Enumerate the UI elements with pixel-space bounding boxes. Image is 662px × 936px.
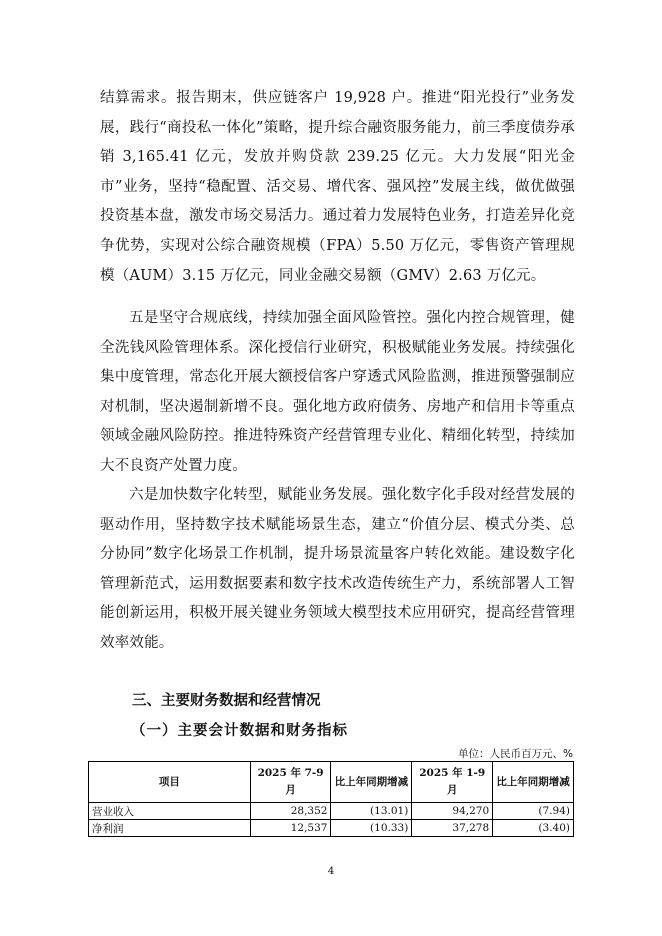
header-q3-change: 比上年同期增减 <box>331 762 412 803</box>
header-item: 项目 <box>89 762 251 803</box>
row-label: 营业收入 <box>89 803 251 820</box>
table-header-row <box>89 762 574 803</box>
section-title: 三、主要财务数据和经营情况 <box>132 693 321 709</box>
financial-data-table <box>88 761 574 837</box>
cell-value: (10.33) <box>331 820 412 837</box>
cell-value: (3.40) <box>493 820 574 837</box>
cell-value: (7.94) <box>493 803 574 820</box>
header-ytd-change: 比上年同期增减 <box>493 762 574 803</box>
unit-note: 单位：人民币百万元、% <box>458 748 573 760</box>
cell-value: 12,537 <box>250 820 331 837</box>
header-ytd-2025: 2025 年 1-9 月 <box>412 762 493 803</box>
paragraph-supply-chain: 结算需求。报告期末，供应链客户 19,928 户。推进“阳光投行”业务发展，践行“商投私一体化”策略，提升综合融资服务能力，前三季度债券承销 3,165.41 亿元，发放并购贷款 239.25 亿元。大力发展“阳光金市”业务，坚持“稳配置、活交易、增代客、强风控”发展主线，做优做强投资基本盘，激发市场交易活力。通过着力发展特色业务，打造差异化竞争优势，实现对公综合融资规模（FPA）5.50 万亿元，零售资产管理规模（AUM）3.15 万亿元，同业金融交易额（GMV）2.63 万亿元。 <box>100 90 575 284</box>
header-q3-2025: 2025 年 7-9 月 <box>250 762 331 803</box>
cell-value: 37,278 <box>412 820 493 837</box>
cell-value: 28,352 <box>250 803 331 820</box>
page-number: 4 <box>327 866 335 877</box>
table-row <box>89 820 574 837</box>
paragraph-digital-transformation: 六是加快数字化转型，赋能业务发展。强化数字化手段对经营发展的驱动作用，坚持数字技术赋能场景生态，建立“价值分层、模式分类、总分协同”数字化场景工作机制，提升场景流量客户转化效能。建设数字化管理新范式，运用数据要素和数字技术改造传统生产力，系统部署人工智能创新运用，积极开展关键业务领域大模型技术应用研究，提高经营管理效率效能。 <box>100 487 575 651</box>
cell-value: 94,270 <box>412 803 493 820</box>
table-row <box>89 803 574 820</box>
row-label: 净利润 <box>89 820 251 837</box>
cell-value: (13.01) <box>331 803 412 820</box>
sub-section-title: （一）主要会计数据和财务指标 <box>131 723 348 739</box>
paragraph-risk-control: 五是坚守合规底线，持续加强全面风险管控。强化内控合规管理，健全洗钱风险管理体系。深化授信行业研究，积极赋能业务发展。持续强化集中度管理，常态化开展大额授信客户穿透式风险监测，推进预警强制应对机制，坚决遏制新增不良。强化地方政府债务、房地产和信用卡等重点领域金融风险防控。推进特殊资产经营管理专业化、精细化转型，持续加大不良资产处置力度。 <box>100 310 575 474</box>
